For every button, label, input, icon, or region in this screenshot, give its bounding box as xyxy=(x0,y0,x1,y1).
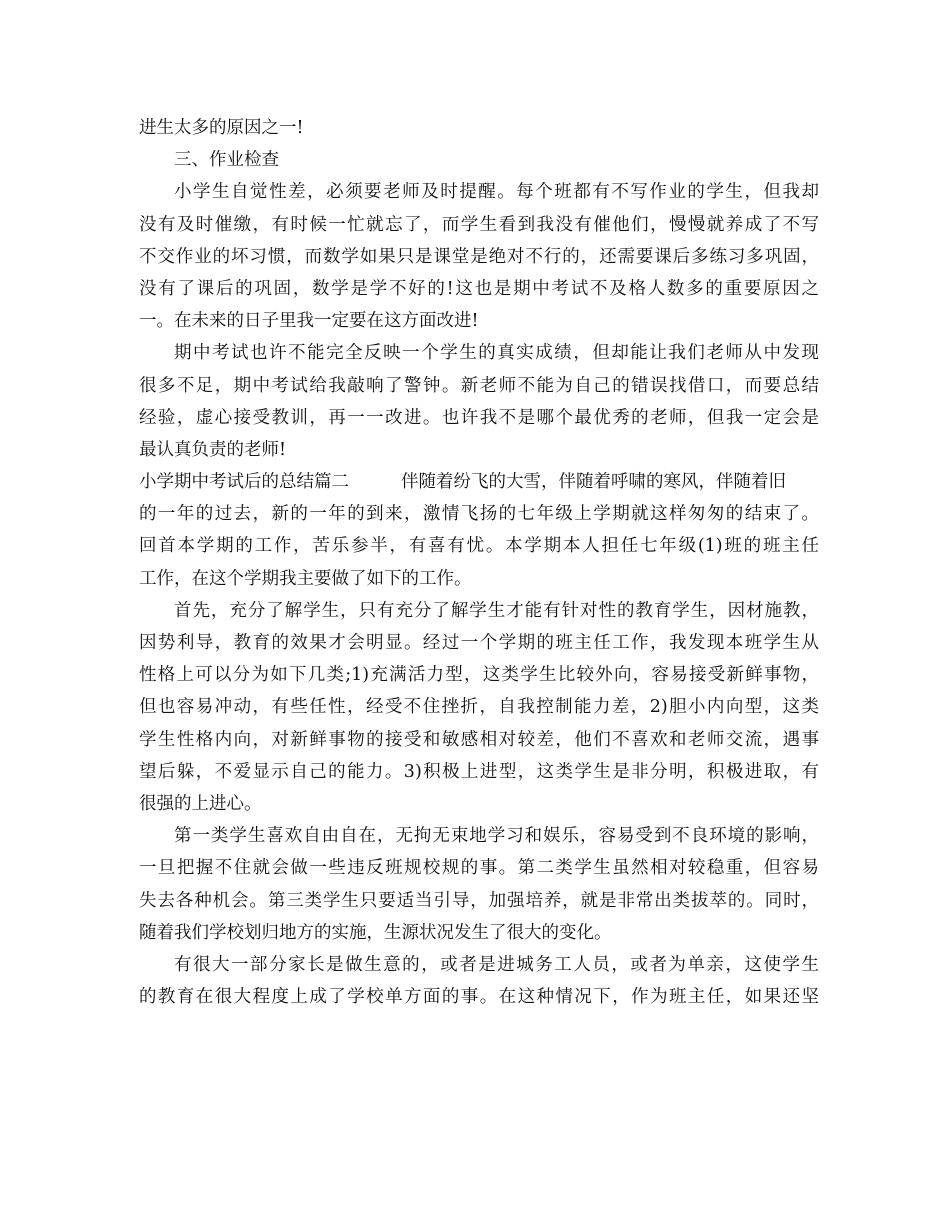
text-line: 一旦把握不住就会做一些违反班规校规的事。第二类学生虽然相对较稳重，但容易 xyxy=(139,858,819,879)
text-line: 进生太多的原因之一! xyxy=(139,118,304,138)
text-line: 经验，虚心接受教训，再一一改进。也许我不是哪个最优秀的老师，但我一定会是 xyxy=(139,407,819,428)
text-line: 随着我们学校划归地方的实施，生源状况发生了很大的变化。 xyxy=(139,922,612,943)
text-line: 很多不足，期中考试给我敲响了警钟。新老师不能为自己的错误找借口，而要总结 xyxy=(139,375,819,396)
text-line: 回首本学期的工作，苦乐参半，有喜有忧。本学期本人担任七年级(1)班的班主任 xyxy=(139,536,819,557)
text-line: 学生性格内向，对新鲜事物的接受和敏感相对较差，他们不喜欢和老师交流，遇事 xyxy=(139,729,819,750)
text-line: 的一年的过去，新的一年的到来，激情飞扬的七年级上学期就这样匆匆的结束了。 xyxy=(139,504,819,525)
text-line: 期中考试也许不能完全反映一个学生的真实成绩，但却能让我们老师从中发现 xyxy=(174,343,819,364)
text-line: 没有了课后的巩固，数学是学不好的!这也是期中考试不及格人数多的重要原因之 xyxy=(139,278,819,299)
document-body xyxy=(139,112,819,1013)
text-line: 工作，在这个学期我主要做了如下的工作。 xyxy=(139,568,472,589)
text-line: 望后躲，不爱显示自己的能力。3)积极上进型，这类学生是非分明，积极进取，有 xyxy=(139,761,819,782)
text-line: 不交作业的坏习惯，而数学如果只是课堂是绝对不行的，还需要课后多练习多巩固， xyxy=(139,246,819,267)
text-line: 第一类学生喜欢自由自在，无拘无束地学习和娱乐，容易受到不良环境的影响， xyxy=(174,826,819,847)
document-title: 小学期中考试后的总结篇二 xyxy=(139,472,349,493)
text-line: 性格上可以分为如下几类;1)充满活力型，这类学生比较外向，容易接受新鲜事物， xyxy=(139,665,819,686)
text-line-continuation: 伴随着纷飞的大雪，伴随着呼啸的寒风，伴随着旧 xyxy=(401,472,786,493)
text-line: 但也容易冲动，有些任性，经受不住挫折，自我控制能力差，2)胆小内向型，这类 xyxy=(139,697,819,718)
text-line: 的教育在很大程度上成了学校单方面的事。在这种情况下，作为班主任，如果还坚 xyxy=(139,987,819,1008)
text-line: 很强的上进心。 xyxy=(139,793,262,814)
text-line: 最认真负责的老师! xyxy=(139,439,287,460)
text-line: 首先，充分了解学生，只有充分了解学生才能有针对性的教育学生，因材施教， xyxy=(174,600,819,621)
text-line: 有很大一部分家长是做生意的，或者是进城务工人员，或者为单亲，这使学生 xyxy=(174,954,819,975)
text-line: 小学生自觉性差，必须要老师及时提醒。每个班都有不写作业的学生，但我却 xyxy=(174,182,819,203)
section-heading: 三、作业检查 xyxy=(174,150,279,171)
text-line: 因势利导，教育的效果才会明显。经过一个学期的班主任工作，我发现本班学生从 xyxy=(139,633,819,653)
title-line xyxy=(139,466,819,498)
text-line: 失去各种机会。第三类学生只要适当引导，加强培养，就是非常出类拔萃的。同时， xyxy=(139,890,819,911)
text-line: 一。在未来的日子里我一定要在这方面改进! xyxy=(139,311,479,332)
text-line: 没有及时催缴，有时候一忙就忘了，而学生看到我没有催他们，慢慢就养成了不写 xyxy=(139,214,819,235)
